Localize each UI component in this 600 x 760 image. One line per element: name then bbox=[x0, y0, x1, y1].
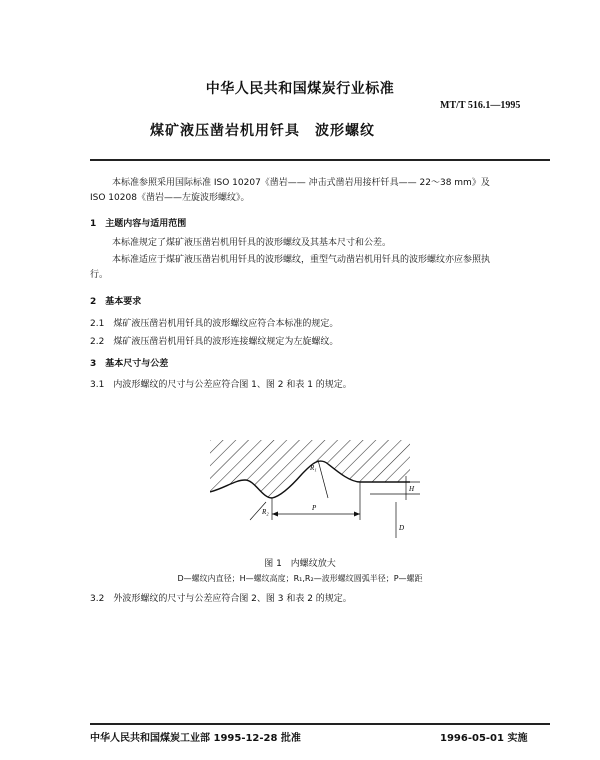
section-1-paragraph-1: 本标准规定了煤矿液压凿岩机用钎具的波形螺纹及其基本尺寸和公差。 bbox=[112, 238, 392, 248]
figure-legend: D—螺纹内直径；H—螺纹高度；R₁,R₂—波形螺纹圆弧半径；P—螺距 bbox=[177, 574, 423, 583]
document-title: 煤矿液压凿岩机用钎具 波形螺纹 bbox=[150, 123, 375, 139]
figure-caption: 图 1 内螺纹放大 bbox=[264, 559, 336, 569]
thread-profile-figure bbox=[210, 440, 430, 540]
section-3-item-2: 3.2 外波形螺纹的尺寸与公差应符合图 2、图 3 和表 2 的规定。 bbox=[90, 594, 352, 604]
label-r1: R₁ bbox=[310, 464, 317, 472]
section-3-item-1: 3.1 内波形螺纹的尺寸与公差应符合图 1、图 2 和表 1 的规定。 bbox=[90, 380, 352, 390]
label-diameter: D bbox=[399, 524, 405, 532]
label-pitch: P bbox=[312, 504, 317, 512]
approval-line: 中华人民共和国煤炭工业部 1995-12-28 批准 bbox=[90, 733, 301, 744]
section-2-item-1: 2.1 煤矿液压凿岩机用钎具的波形螺纹应符合本标准的规定。 bbox=[90, 319, 339, 329]
label-r2: R₂ bbox=[262, 508, 269, 516]
effective-date: 1996-05-01 实施 bbox=[440, 733, 528, 744]
section-2-heading: 2 基本要求 bbox=[90, 297, 142, 307]
r1-radius-line bbox=[318, 460, 328, 498]
issuing-category-title: 中华人民共和国煤炭行业标准 bbox=[205, 81, 395, 97]
section-3-heading: 3 基本尺寸与公差 bbox=[90, 359, 169, 369]
label-height: H bbox=[409, 485, 415, 493]
section-1-heading: 1 主题内容与适用范围 bbox=[90, 219, 187, 229]
section-1-paragraph-2-line-1: 本标准适应于煤矿液压凿岩机用钎具的波形螺纹，重型气动凿岩机用钎具的波形螺纹亦应参照执 bbox=[112, 255, 491, 265]
thread-profile-drawing bbox=[210, 440, 430, 540]
footer-divider bbox=[90, 723, 550, 725]
section-1-paragraph-2-line-2: 行。 bbox=[90, 270, 109, 280]
section-2-item-2: 2.2 煤矿液压凿岩机用钎具的波形连接螺纹规定为左旋螺纹。 bbox=[90, 337, 339, 347]
intro-line-1: 本标准参照采用国际标准 ISO 10207《凿岩—— 冲击式凿岩用接杆钎具—— 22～38 mm》及 bbox=[112, 178, 490, 188]
title-divider bbox=[90, 159, 550, 161]
intro-line-2: ISO 10208《凿岩——左旋波形螺纹》。 bbox=[90, 193, 250, 203]
standard-code: MT/T 516.1—1995 bbox=[440, 100, 521, 111]
